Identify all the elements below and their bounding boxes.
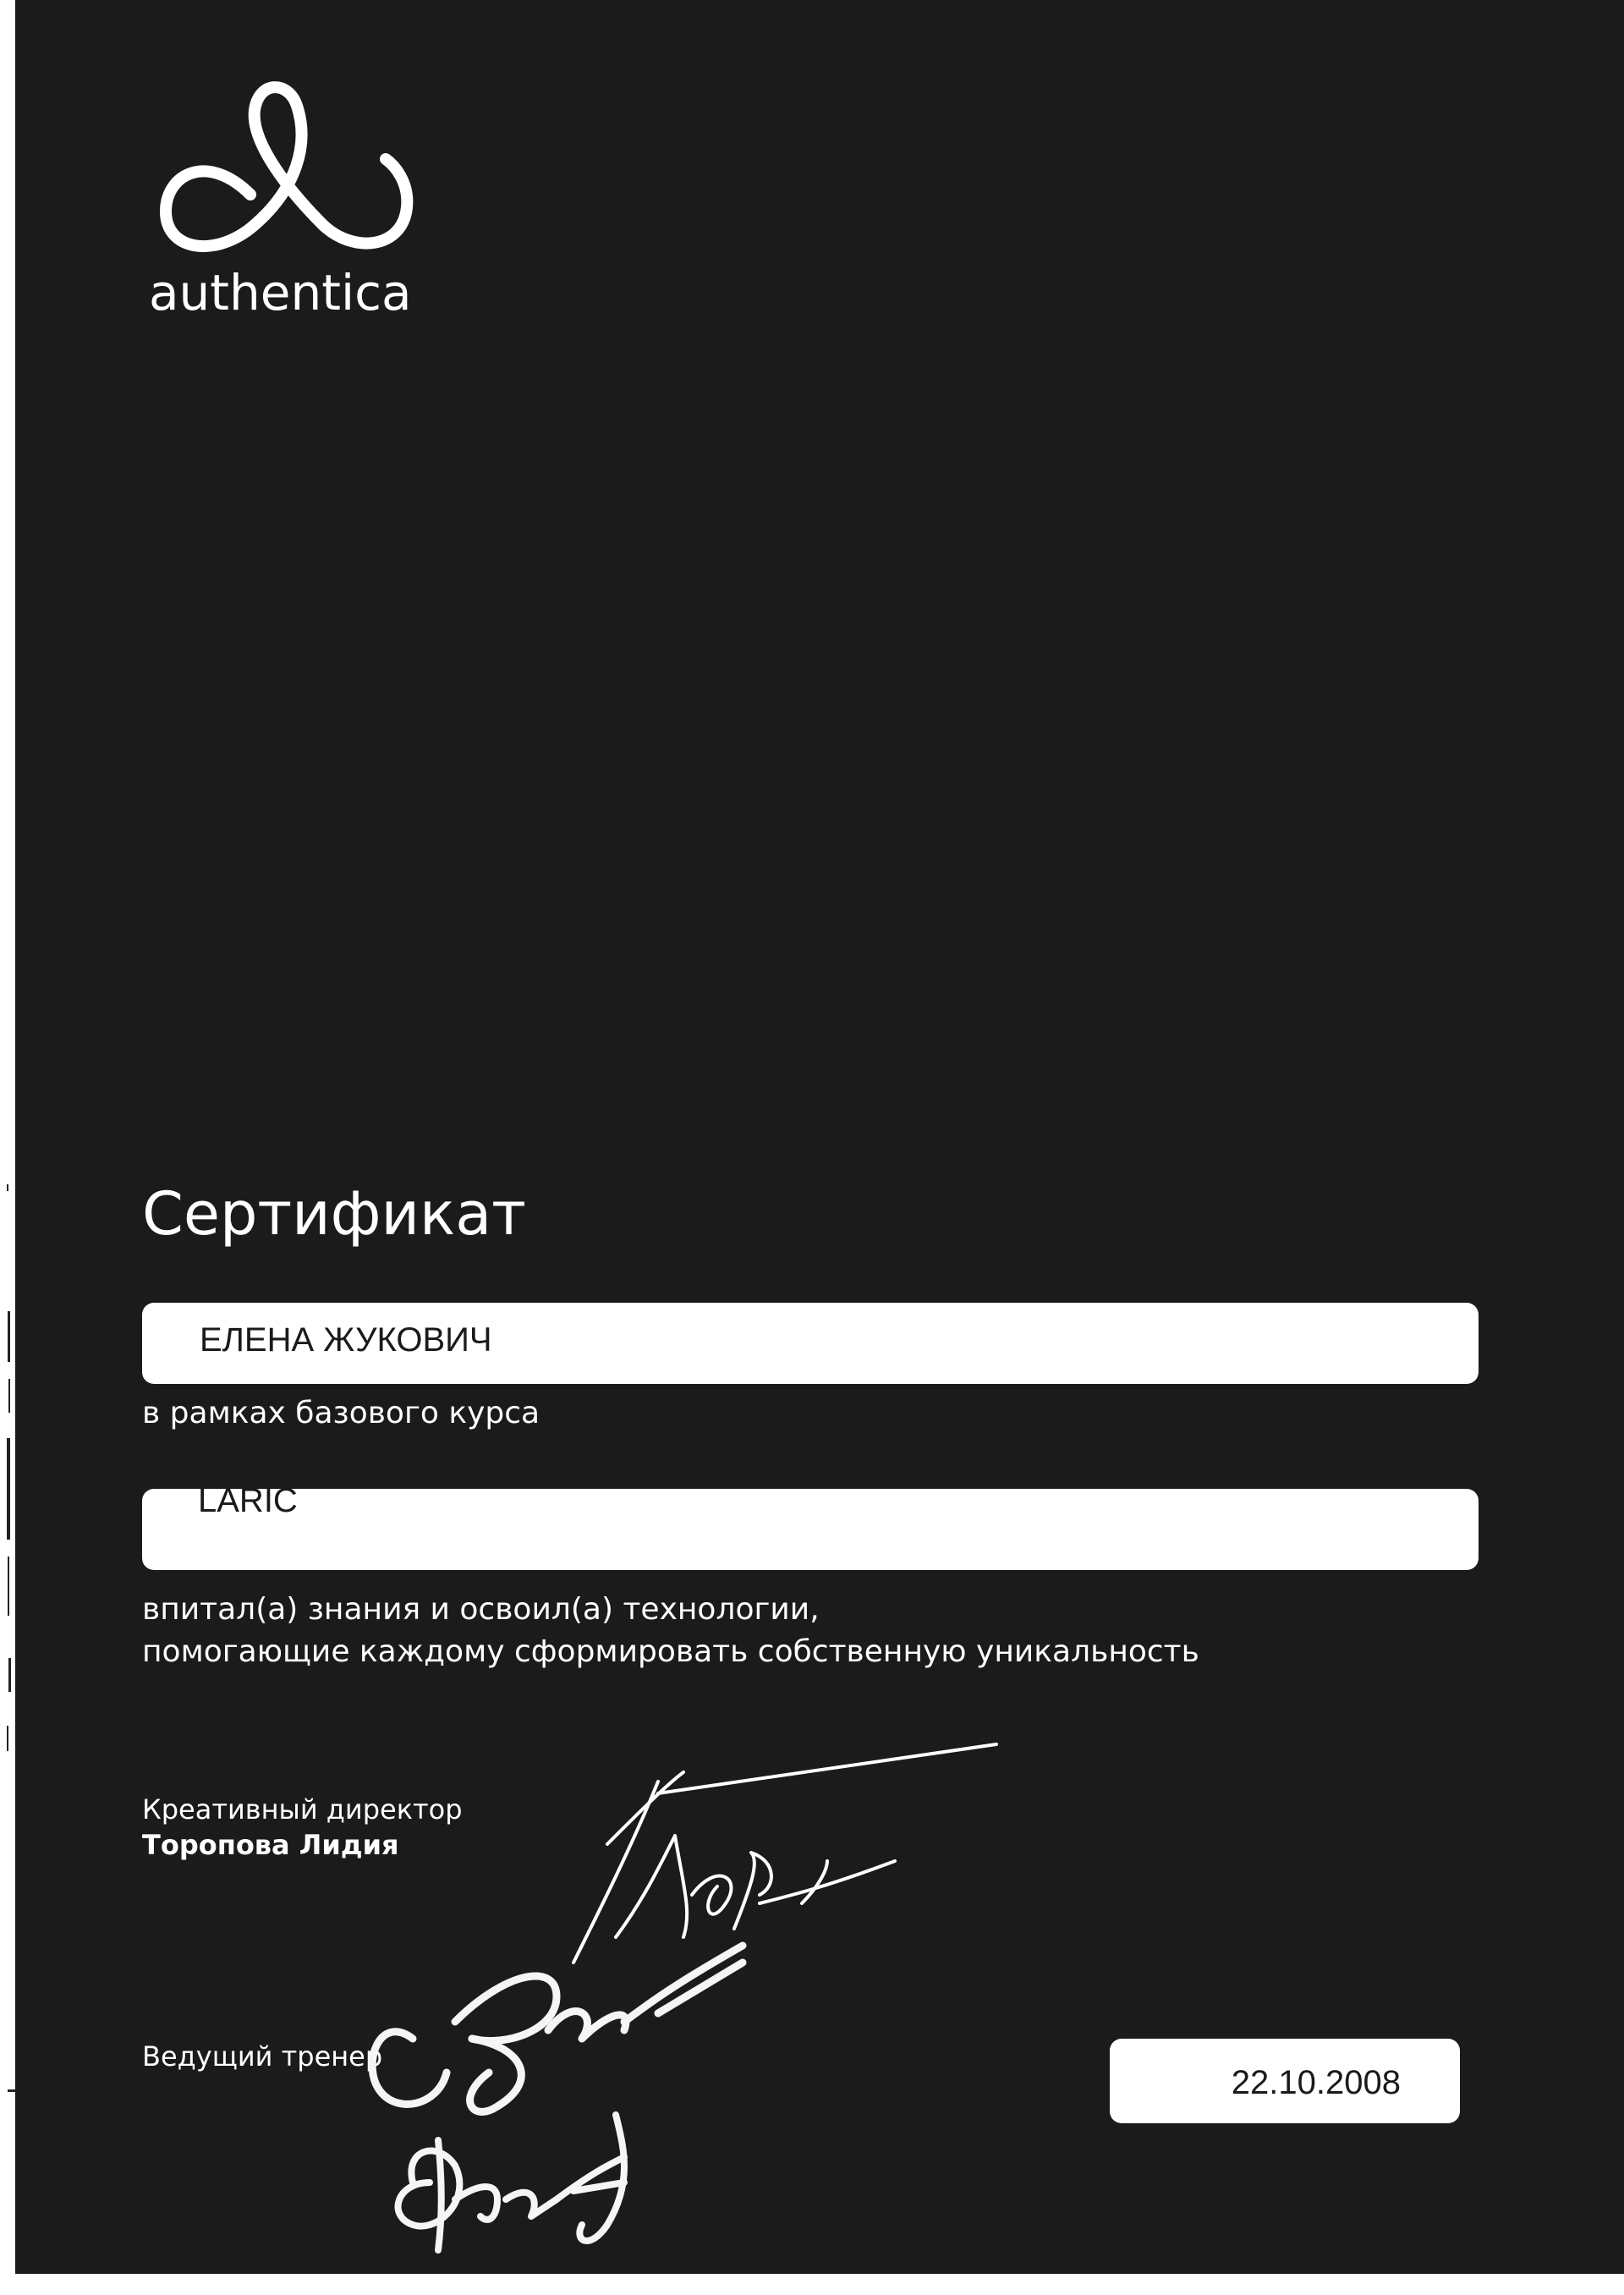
infinity-swirl-icon	[149, 68, 428, 262]
date-field	[1110, 2039, 1460, 2123]
scan-margin-marks	[0, 1184, 15, 2284]
creative-director-role: Креативный директор	[142, 1793, 463, 1826]
lead-trainer-role: Ведущий тренер	[142, 2040, 383, 2073]
recipient-name-field	[142, 1303, 1479, 1384]
within-course-label: в рамках базового курса	[142, 1396, 540, 1430]
statement-line-1: впитал(а) знания и освоил(а) технологии,	[142, 1592, 820, 1627]
certificate-title: Сертификат	[142, 1179, 526, 1249]
second-trainer-signature	[398, 2115, 624, 2250]
statement-line-2: помогающие каждому сформировать собственную уникальность	[142, 1634, 1199, 1669]
director-signature	[573, 1744, 996, 1963]
certificate-sheet	[15, 0, 1624, 2274]
brand-wordmark: authentica	[149, 264, 412, 321]
recipient-name: ЕЛЕНА ЖУКОВИЧ	[200, 1321, 492, 1359]
course-name: LARIC	[198, 1482, 298, 1519]
signatures	[15, 0, 1624, 2274]
brand-logo	[149, 68, 428, 338]
certificate-date: 22.10.2008	[1231, 2064, 1401, 2101]
course-name-field	[142, 1482, 1479, 1570]
creative-director-name: Торопова Лидия	[142, 1829, 399, 1861]
trainer-signature	[372, 1946, 743, 2111]
